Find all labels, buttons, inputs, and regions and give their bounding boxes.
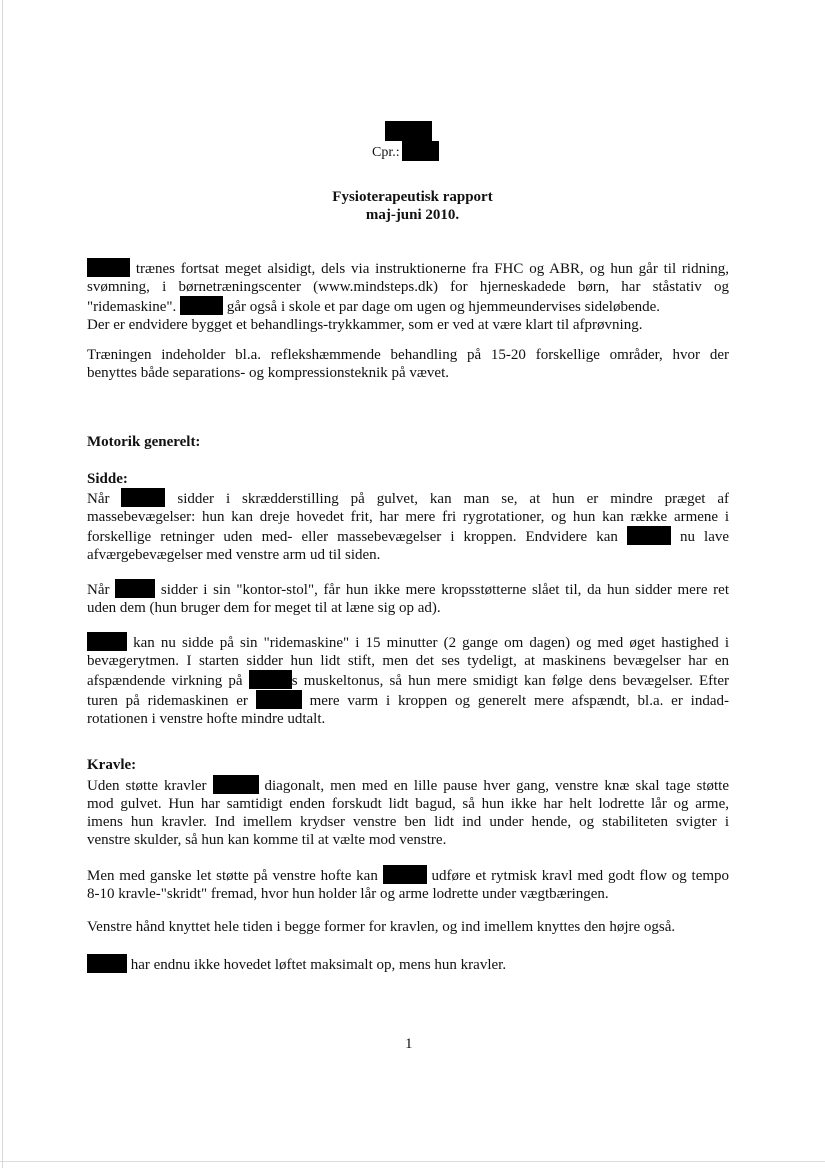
section-heading: Motorik generelt: <box>87 434 201 450</box>
text-line <box>87 579 729 599</box>
text-line: rotationen i venstre hofte mindre udtalt. <box>87 711 326 727</box>
text-line: venstre skulder, så hun kan komme til at vælte mod venstre. <box>87 832 447 848</box>
text-span: sidder i skrædderstilling på gulvet, kan man se, at hun er mindre præget af <box>177 491 729 507</box>
text-line <box>87 632 729 652</box>
redaction-bar <box>213 775 259 794</box>
text-span: afspændende virkning på <box>87 673 243 689</box>
kravle-paragraph-4 <box>87 954 729 974</box>
text-span: Når <box>87 491 110 507</box>
kravle-paragraph-2 <box>87 865 729 903</box>
text-span: trænes fortsat meget alsidigt, dels via instruktionerne fra FHC og ABR, og hun går til ridning, <box>135 261 729 277</box>
redaction-bar <box>87 258 130 277</box>
redaction-bar <box>402 141 439 161</box>
text-span: Når <box>87 582 110 598</box>
text-line <box>87 690 729 710</box>
text-line: benyttes både separations- og kompressionsteknik på vævet. <box>87 365 450 381</box>
subsection-heading: Sidde: <box>87 471 128 487</box>
text-line <box>87 865 729 885</box>
kravle-paragraph-3 <box>87 918 729 936</box>
redaction-bar <box>249 670 292 689</box>
text-line: 8-10 kravle-"skridt" fremad, hvor hun holder lår og arme lodrette under vægtbæringen. <box>87 886 609 902</box>
text-line: bevægerytmen. I starten sidder hun lidt stift, men det ses tydeligt, at maskinens bevægelser har en <box>87 653 729 669</box>
subsection-heading: Kravle: <box>87 757 137 773</box>
text-line <box>87 954 729 974</box>
text-span: sidder i sin "kontor-stol", får hun ikke mere kropsstøtterne slået til, da hun sidder mere ret <box>160 582 729 598</box>
text-span: "ridemaskine". <box>87 299 177 315</box>
text-line: Venstre hånd knyttet hele tiden i begge former for kravlen, og ind imellem knyttes den højre også. <box>87 919 676 935</box>
scan-bottom-line <box>0 1161 825 1162</box>
redaction-bar <box>383 865 427 884</box>
redaction-bar <box>87 632 127 651</box>
text-line <box>87 488 729 508</box>
text-span: går også i skole et par dage om ugen og hjemmeundervises sideløbende. <box>226 299 661 315</box>
intro-paragraph <box>87 258 729 334</box>
text-span: har endnu ikke hovedet løftet maksimalt op, mens hun kravler. <box>130 957 507 973</box>
redaction-bar <box>627 526 671 545</box>
report-title: Fysioterapeutisk rapport <box>332 189 493 205</box>
redaction-bar <box>87 954 127 973</box>
redaction-bar <box>121 488 165 507</box>
text-line <box>87 296 729 316</box>
text-line: svømning, i børnetræningscenter (www.mindsteps.dk) for hjerneskadede børn, har ståstativ og <box>87 279 729 295</box>
text-span: forskellige retninger uden med- eller massebevægelser i kroppen. Endvidere kan <box>87 529 618 545</box>
redaction-bar <box>115 579 155 598</box>
text-span: Men med ganske let støtte på venstre hofte kan <box>87 868 378 884</box>
redaction-bar <box>256 690 302 709</box>
text-line <box>87 670 729 690</box>
sidde-paragraph-1 <box>87 488 729 564</box>
text-span: Uden støtte kravler <box>87 778 207 794</box>
sidde-paragraph-3 <box>87 632 729 728</box>
scan-margin-line <box>2 0 3 1168</box>
text-span: udføre et rytmisk kravl med godt flow og tempo <box>431 868 729 884</box>
text-span: nu lave <box>679 529 729 545</box>
text-line <box>87 526 729 546</box>
cpr-label: Cpr.: <box>372 145 400 160</box>
text-span: s muskeltonus, så hun mere smidigt kan følge dens bevægelser. Efter <box>291 673 729 689</box>
text-line: uden dem (hun bruger dem for meget til at læne sig op ad). <box>87 600 441 616</box>
text-span: diagonalt, men med en lille pause hver gang, venstre knæ skal tage støtte <box>264 778 729 794</box>
text-span: turen på ridemaskinen er <box>87 693 248 709</box>
text-line: Træningen indeholder bl.a. reflekshæmmende behandling på 15-20 forskellige områder, hvor der <box>87 347 729 363</box>
text-span: kan nu sidde på sin "ridemaskine" i 15 minutter (2 gange om dagen) og med øget hastighed i <box>133 635 729 651</box>
text-line <box>87 258 729 278</box>
redaction-bar <box>385 121 432 141</box>
text-line: Der er endvidere bygget et behandlings-trykkammer, som er ved at være klart til afprøvning. <box>87 317 643 333</box>
redaction-bar <box>180 296 223 315</box>
training-paragraph <box>87 346 729 382</box>
text-line <box>87 775 729 795</box>
text-line: mod gulvet. Hun har samtidigt enden forskudt lidt bagud, så hun ikke har helt lodrette lår og arme, <box>87 796 729 812</box>
page-number: 1 <box>405 1036 413 1052</box>
text-line: afværgebevægelser med venstre arm ud til siden. <box>87 547 381 563</box>
text-span: mere varm i kroppen og generelt mere afspændt, bl.a. er indad- <box>309 693 729 709</box>
cpr-field <box>372 141 439 161</box>
text-line: imens hun kravler. Ind imellem krydser venstre ben lidt ind under hende, og stabiliteten svigter i <box>87 814 729 830</box>
sidde-paragraph-2 <box>87 579 729 617</box>
text-line: massebevægelser: hun kan dreje hovedet frit, har mere fri rygrotationer, og hun kan række armene i <box>87 509 729 525</box>
kravle-paragraph-1 <box>87 775 729 849</box>
report-period: maj-juni 2010. <box>365 207 460 223</box>
